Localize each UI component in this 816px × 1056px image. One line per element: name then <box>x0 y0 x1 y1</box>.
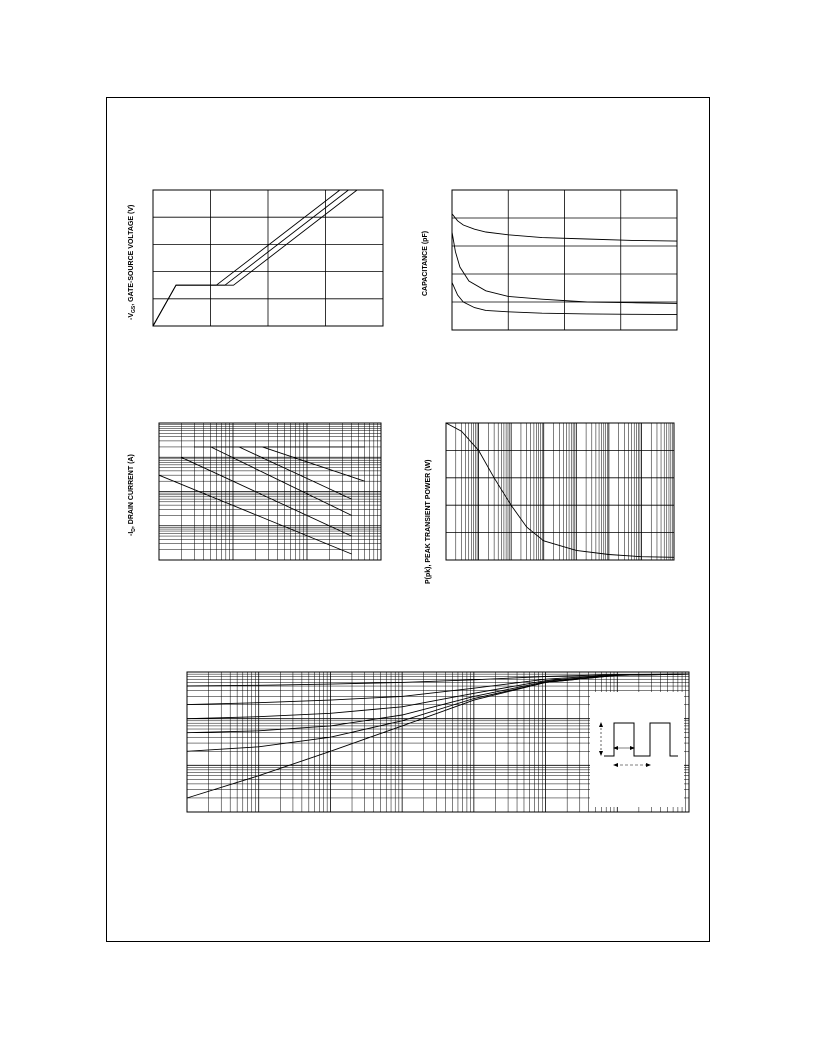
chart4-ylabel: P(pk), PEAK TRANSIENT POWER (W) <box>425 459 432 584</box>
chart1-ylabel: $-V_{GS}$, GATE-SOURCE VOLTAGE (V) <box>128 204 137 320</box>
chart1-series-3 <box>153 190 357 326</box>
duty-cycle-inset <box>590 692 684 807</box>
chart2-ylabel: CAPACITANCE (pF) <box>422 230 429 296</box>
chart3-ylabel: $-I_D$, DRAIN CURRENT (A) <box>128 454 137 536</box>
chart1-series-1 <box>153 190 340 326</box>
chart1-series-2 <box>153 190 349 326</box>
